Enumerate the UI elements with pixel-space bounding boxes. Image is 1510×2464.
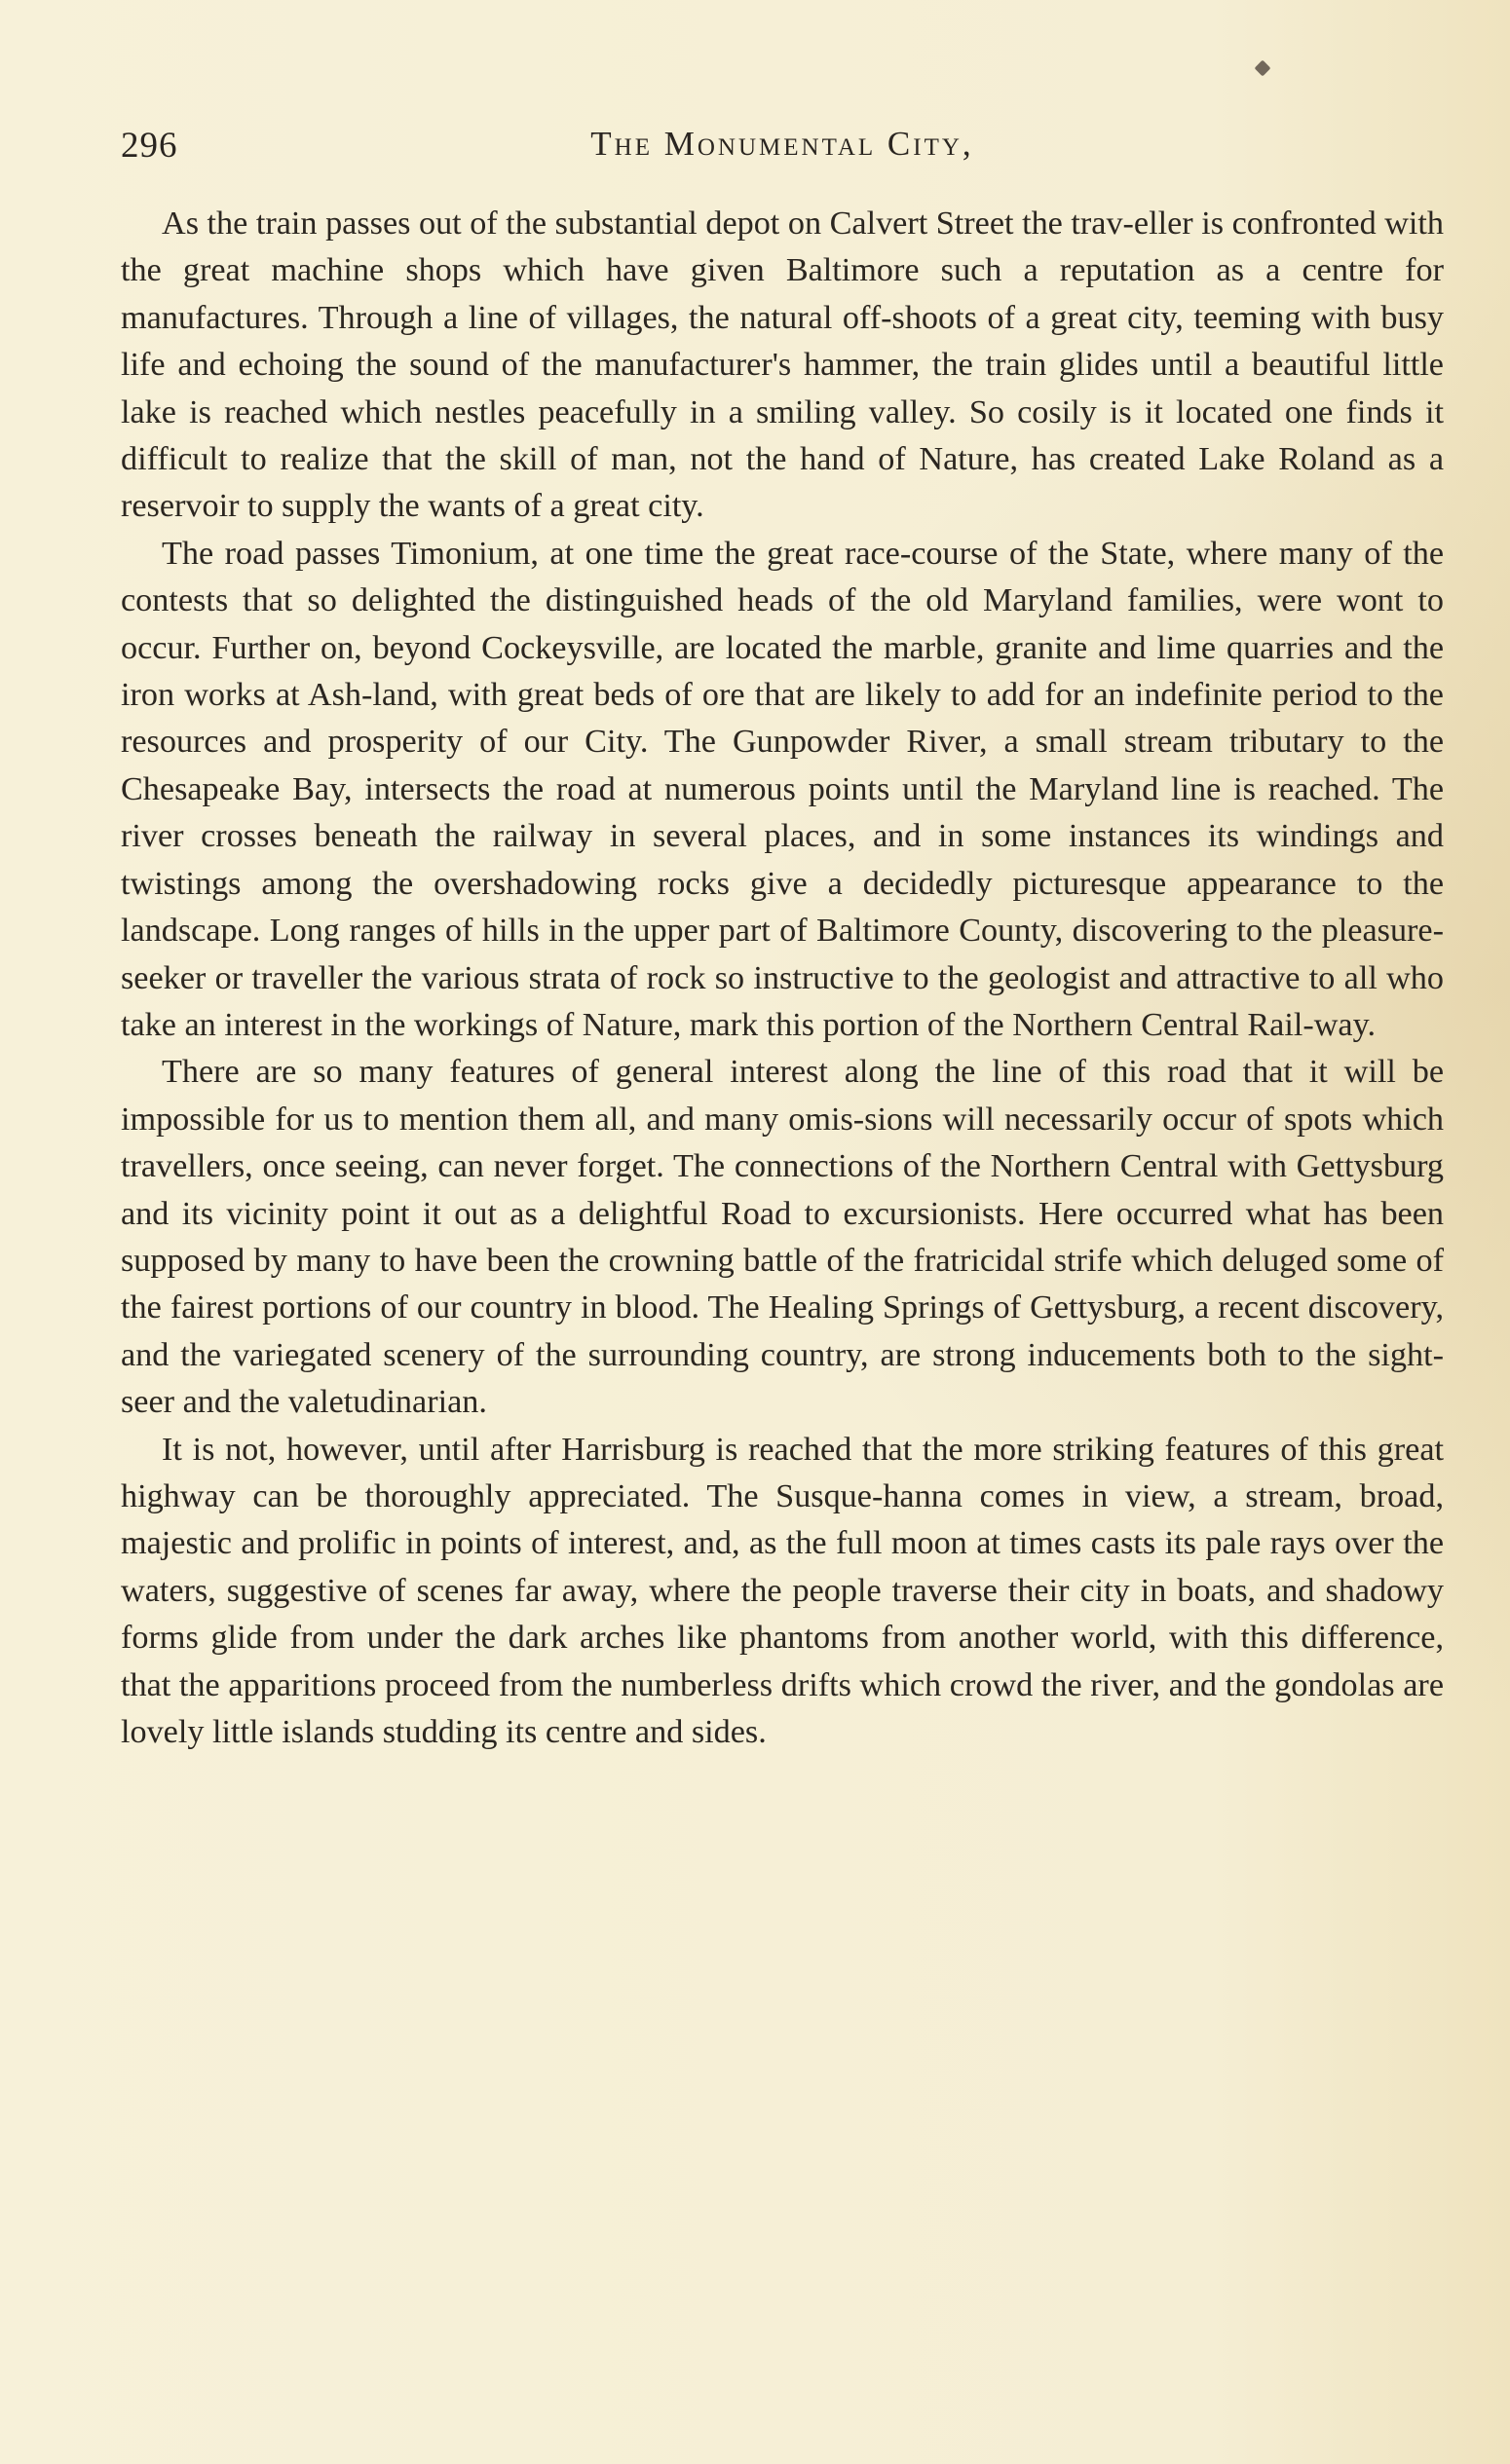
running-title: The Monumental City, — [590, 125, 974, 163]
paragraph-2: The road passes Timonium, at one time the great race-course of the State, where many of the contests that so delighted the distinguished heads of the old Maryland families, were wont to occur. Further on, beyond Cockeysville, are located the marble, granite and lime quarries and the iron works at Ash-land, with great beds of ore that are likely to add for an indefinite period to the resources and prosperity of our City. The Gunpowder River, a small stream tributary to the Chesapeake Bay, intersects the road at numerous points until the Maryland line is reached. The river crosses beneath the railway in several places, and in some instances its windings and twistings among the overshadowing rocks give a decidedly picturesque appearance to the landscape. Long ranges of hills in the upper part of Baltimore County, discovering to the pleasure-seeker or traveller the various strata of rock so instructive to the geologist and attractive to all who take an interest in the workings of Nature, mark this portion of the Northern Central Rail-way. — [121, 535, 1444, 1043]
page-number: 296 — [121, 126, 178, 166]
paragraph-4: It is not, however, until after Harrisburg is reached that the more striking features of this great highway can be thoroughly appreciated. The Susque-hanna comes in view, a stream, broad, majestic and prolific in points of interest, and, as the full moon at times casts its pale rays over the waters, suggestive of scenes far away, where the people traverse their city in boats, and shadowy forms glide from under the dark arches like phantoms from another world, with this difference, that the apparitions proceed from the numberless drifts which crowd the river, and the gondolas are lovely little islands studding its centre and sides. — [121, 1431, 1444, 1750]
paragraph-1: As the train passes out of the substantial depot on Calvert Street the trav-eller is confronted with the great machine shops which have given Baltimore such a reputation as a centre for manufactures. Through a line of villages, the natural off-shoots of a great city, teeming with busy life and echoing the sound of the manufacturer's hammer, the train glides until a beautiful little lake is reached which nestles peacefully in a smiling valley. So cosily is it located one finds it difficult to realize that the skill of man, not the hand of Nature, has created Lake Roland as a reservoir to supply the wants of a great city. — [121, 205, 1444, 525]
page-header — [121, 125, 1444, 173]
paragraph-3: There are so many features of general interest along the line of this road that it will be impossible for us to mention them all, and many omis-sions will necessarily occur of spots which travellers, once seeing, can never forget. The connections of the Northern Central with Gettysburg and its vicinity point it out as a delightful Road to excursionists. Here occurred what has been supposed by many to have been the crowning battle of the fratricidal strife which deluged some of the fairest portions of our country in blood. The Healing Springs of Gettysburg, a recent discovery, and the variegated scenery of the surrounding country, are strong inducements both to the sight-seer and the valetudinarian. — [121, 1054, 1444, 1421]
ink-blot — [1255, 60, 1271, 77]
body-text — [121, 201, 1444, 1756]
